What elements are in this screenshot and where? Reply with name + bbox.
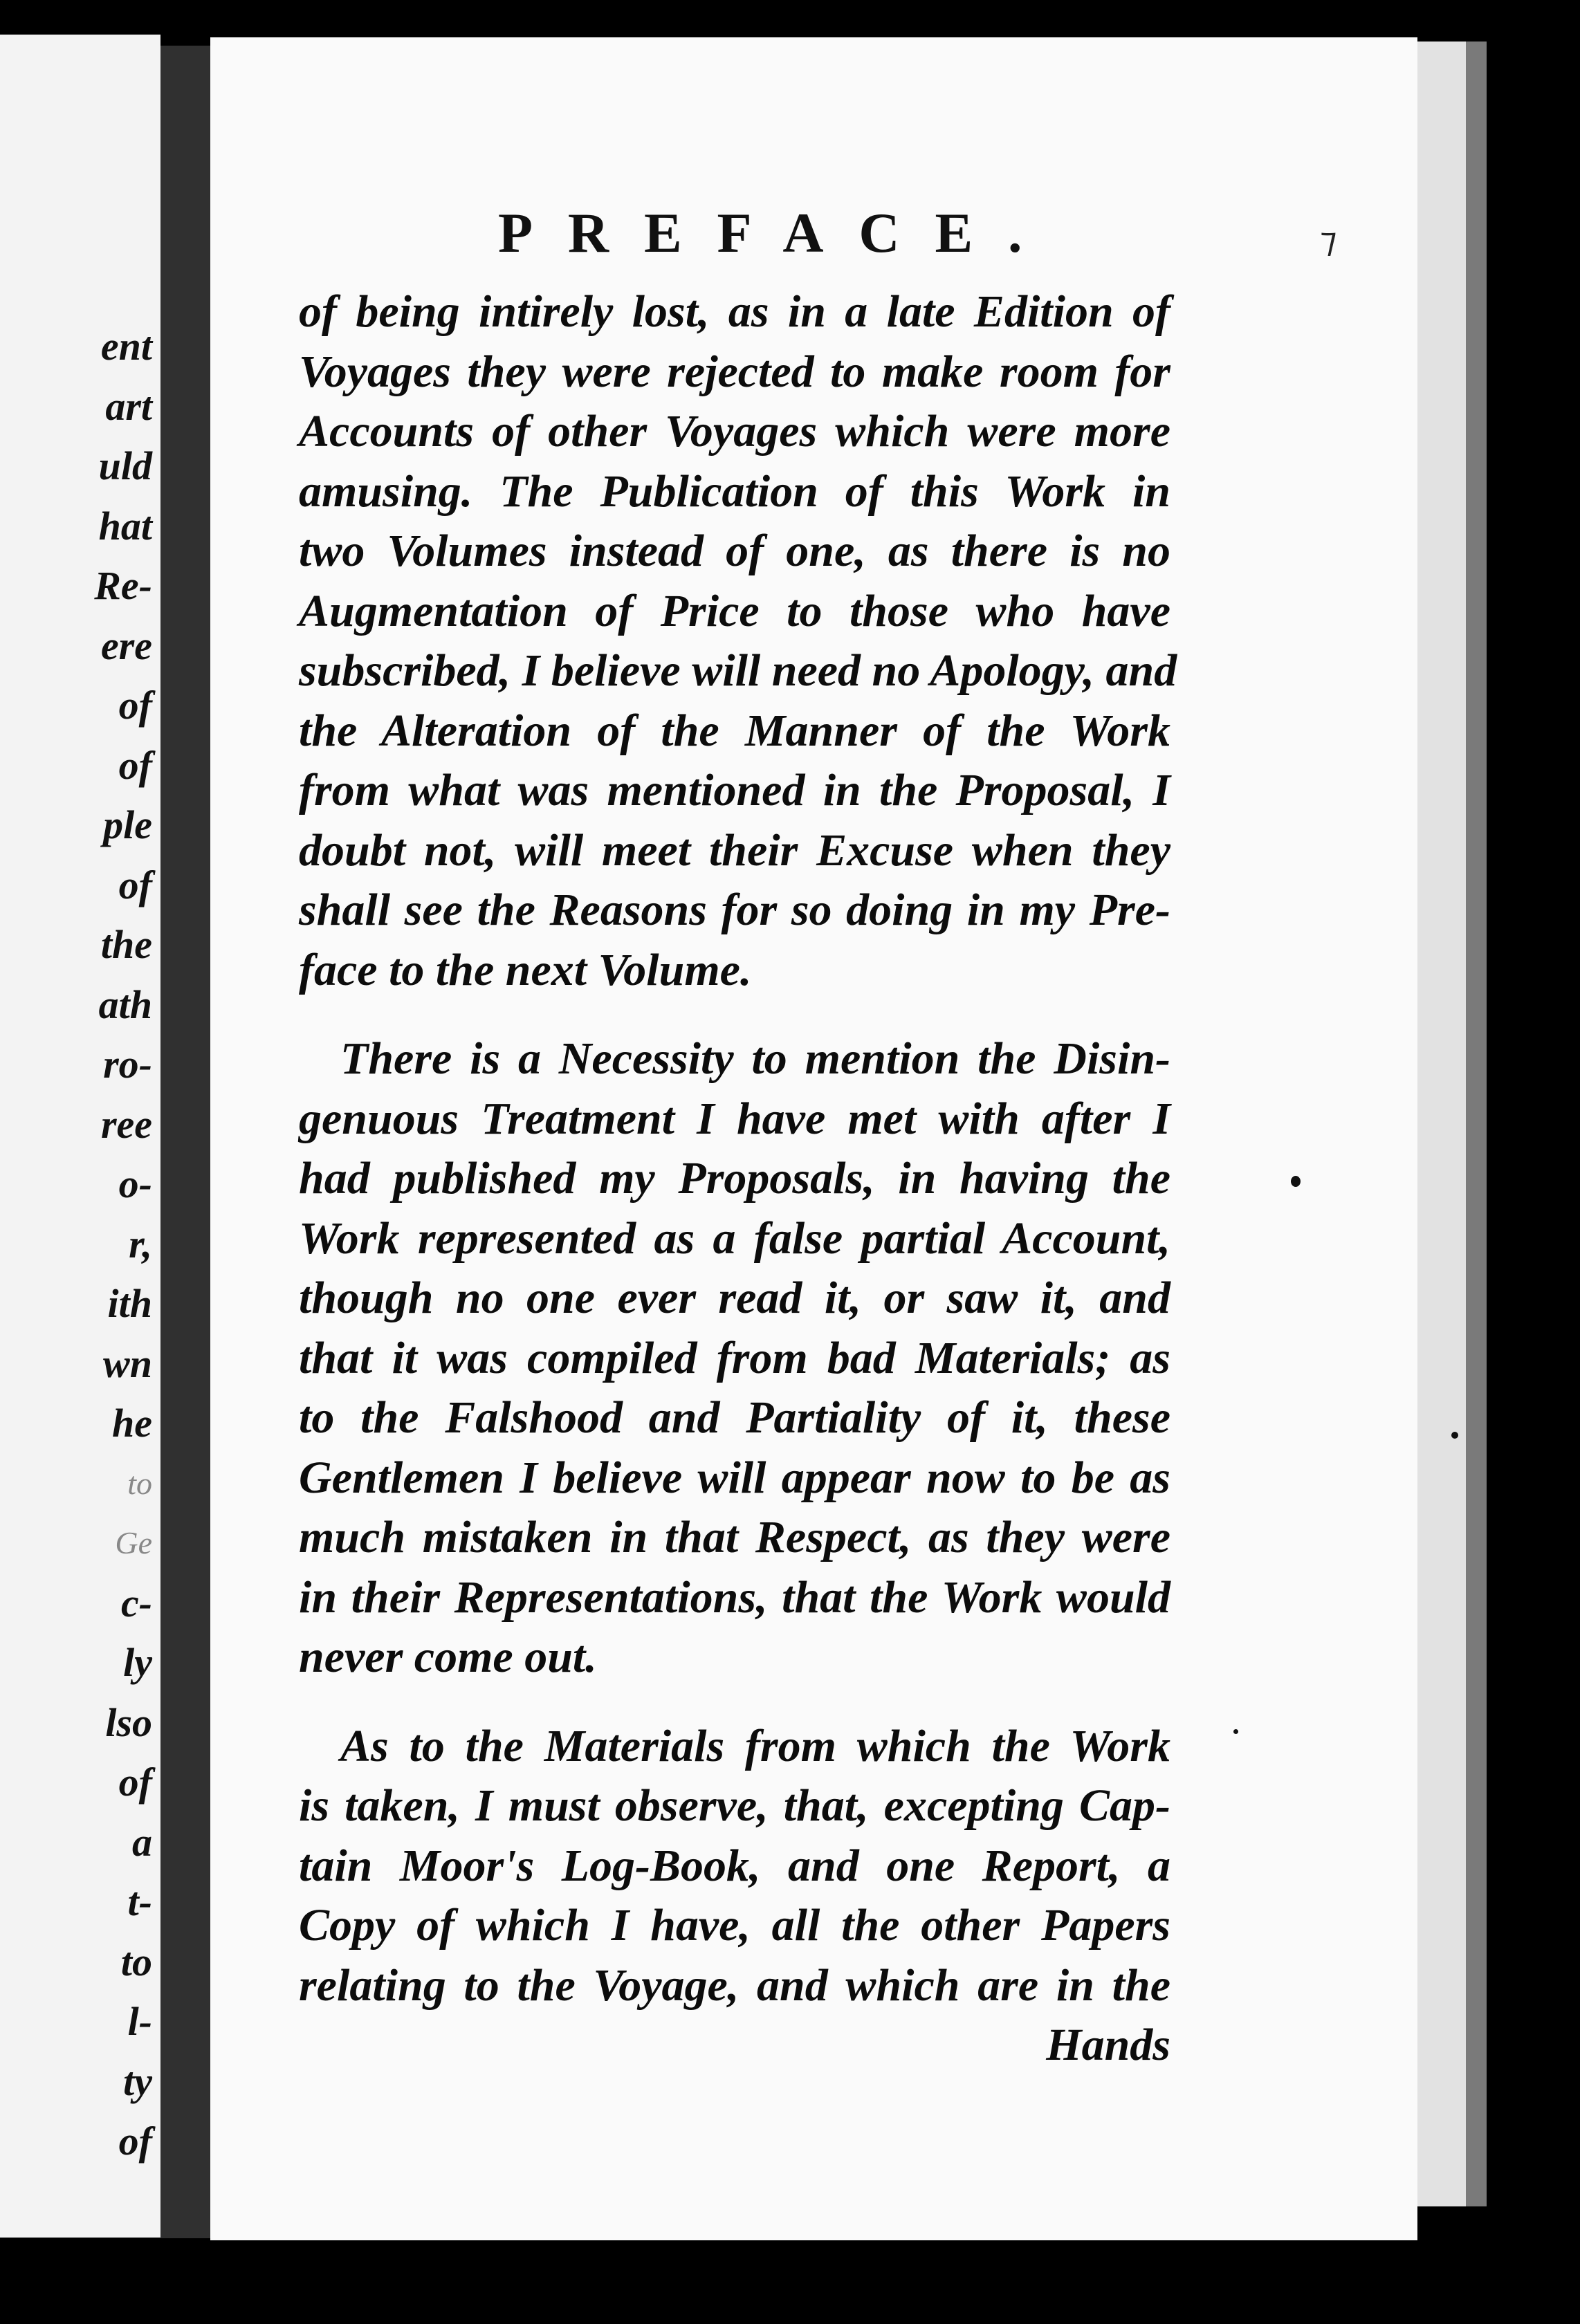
paragraph-gap (299, 1000, 1170, 1029)
left-page-text-fragments (4, 317, 156, 2172)
left-page-fragment: of (118, 1760, 152, 1805)
left-page-fragment: of (118, 2119, 152, 2164)
text-line: tain Moor's Log-Book, and one Report, a (299, 1840, 1170, 1891)
left-page-fragment: ree (100, 1101, 152, 1147)
left-page-fragment: ly (123, 1640, 152, 1685)
left-page-fragment: ith (107, 1281, 152, 1326)
text-line: had published my Proposals, in having the (299, 1153, 1170, 1204)
text-line: two Volumes instead of one, as there is no (299, 526, 1170, 576)
left-page-fragment: ent (100, 324, 152, 369)
text-line: face to the next Volume. (299, 944, 752, 995)
page-edge-shadow (1466, 42, 1487, 2206)
text-line: from what was mentioned in the Proposal, I (299, 765, 1170, 815)
left-page-fragment: l- (127, 1999, 152, 2044)
text-line: in their Representations, that the Work would (299, 1571, 1170, 1623)
text-line: doubt not, will meet their Excuse when they (299, 824, 1170, 876)
left-page-fragment: t- (127, 1879, 152, 1924)
book-gutter (160, 46, 210, 2238)
text-line: never come out. (299, 1632, 597, 1682)
left-page-fragment: ple (103, 802, 152, 847)
text-line: There is a Necessity to mention the Disin- (340, 1033, 1170, 1084)
text-line: Augmentation of Price to those who have (299, 585, 1170, 636)
text-line: of being intirely lost, as in a late Edition of (299, 286, 1170, 337)
left-page-fragment: the (100, 922, 152, 967)
left-page-fragment: ere (100, 622, 152, 668)
paragraph (299, 282, 1177, 1000)
corner-mark: ⁊ (1320, 220, 1337, 260)
left-page-fragment: to (120, 1939, 152, 1984)
text-line: Voyages they were rejected to make room for (299, 346, 1170, 397)
left-page-fragment: ath (98, 981, 152, 1027)
text-line: the Alteration of the Manner of the Work (299, 705, 1170, 756)
text-line: Copy of which I have, all the other Papers (299, 1900, 1170, 1950)
text-line: is taken, I must observe, that, excepting Cap- (299, 1780, 1170, 1831)
left-page-fragment: wn (103, 1340, 152, 1386)
ink-speck (1451, 1432, 1458, 1439)
text-line: Work represented as a false partial Account, (299, 1212, 1170, 1264)
text-line: relating to the Voyage, and which are in the (299, 1959, 1170, 2011)
text-line: Gentlemen I believe will appear now to be as (299, 1452, 1170, 1503)
left-facing-page (0, 35, 160, 2238)
text-line: genuous Treatment I have met with after I (299, 1093, 1170, 1144)
text-line: much mistaken in that Respect, as they were (299, 1512, 1170, 1562)
left-page-fragment: a (132, 1819, 152, 1865)
left-page-fragment: ty (123, 2058, 152, 2104)
left-page-fragment: c- (120, 1580, 152, 1625)
left-page-fragment: of (118, 683, 152, 728)
paragraph (299, 1717, 1170, 2016)
ink-speck (1291, 1176, 1301, 1187)
left-page-fragment: of (118, 742, 152, 788)
text-line: that it was compiled from bad Materials; as (299, 1332, 1170, 1383)
text-line: amusing. The Publication of this Work in (299, 465, 1170, 517)
paragraph-gap (299, 1688, 1170, 1717)
left-page-fragment: he (112, 1401, 152, 1446)
text-line: As to the Materials from which the Work (340, 1720, 1170, 1771)
text-line: subscribed, I believe will need no Apology, and (299, 645, 1177, 696)
text-line: shall see the Reasons for so doing in my Pre- (299, 885, 1170, 935)
paragraph (299, 1029, 1170, 1688)
text-line: Accounts of other Voyages which were more (299, 406, 1170, 456)
left-page-fragment: ro- (103, 1042, 152, 1087)
catchword: Hands (1046, 2020, 1170, 2070)
running-head: PREFACE. (498, 201, 1058, 264)
page-edge (1417, 42, 1466, 2206)
body-text (299, 282, 1177, 2076)
left-page-fragment: Re- (94, 563, 152, 608)
left-page-fragment: art (105, 383, 152, 429)
left-page-fragment: to (127, 1465, 152, 1501)
left-page-fragment: uld (98, 443, 152, 488)
ink-speck (1233, 1729, 1238, 1734)
text-line: though no one ever read it, or saw it, and (299, 1273, 1170, 1323)
left-page-fragment: of (118, 862, 152, 907)
left-page-fragment: o- (118, 1161, 152, 1206)
left-page-fragment: lso (105, 1699, 152, 1745)
left-page-fragment: r, (129, 1221, 152, 1266)
text-line: to the Falshood and Partiality of it, these (299, 1392, 1170, 1443)
left-page-fragment: hat (98, 503, 152, 548)
left-page-fragment: Ge (115, 1525, 152, 1560)
